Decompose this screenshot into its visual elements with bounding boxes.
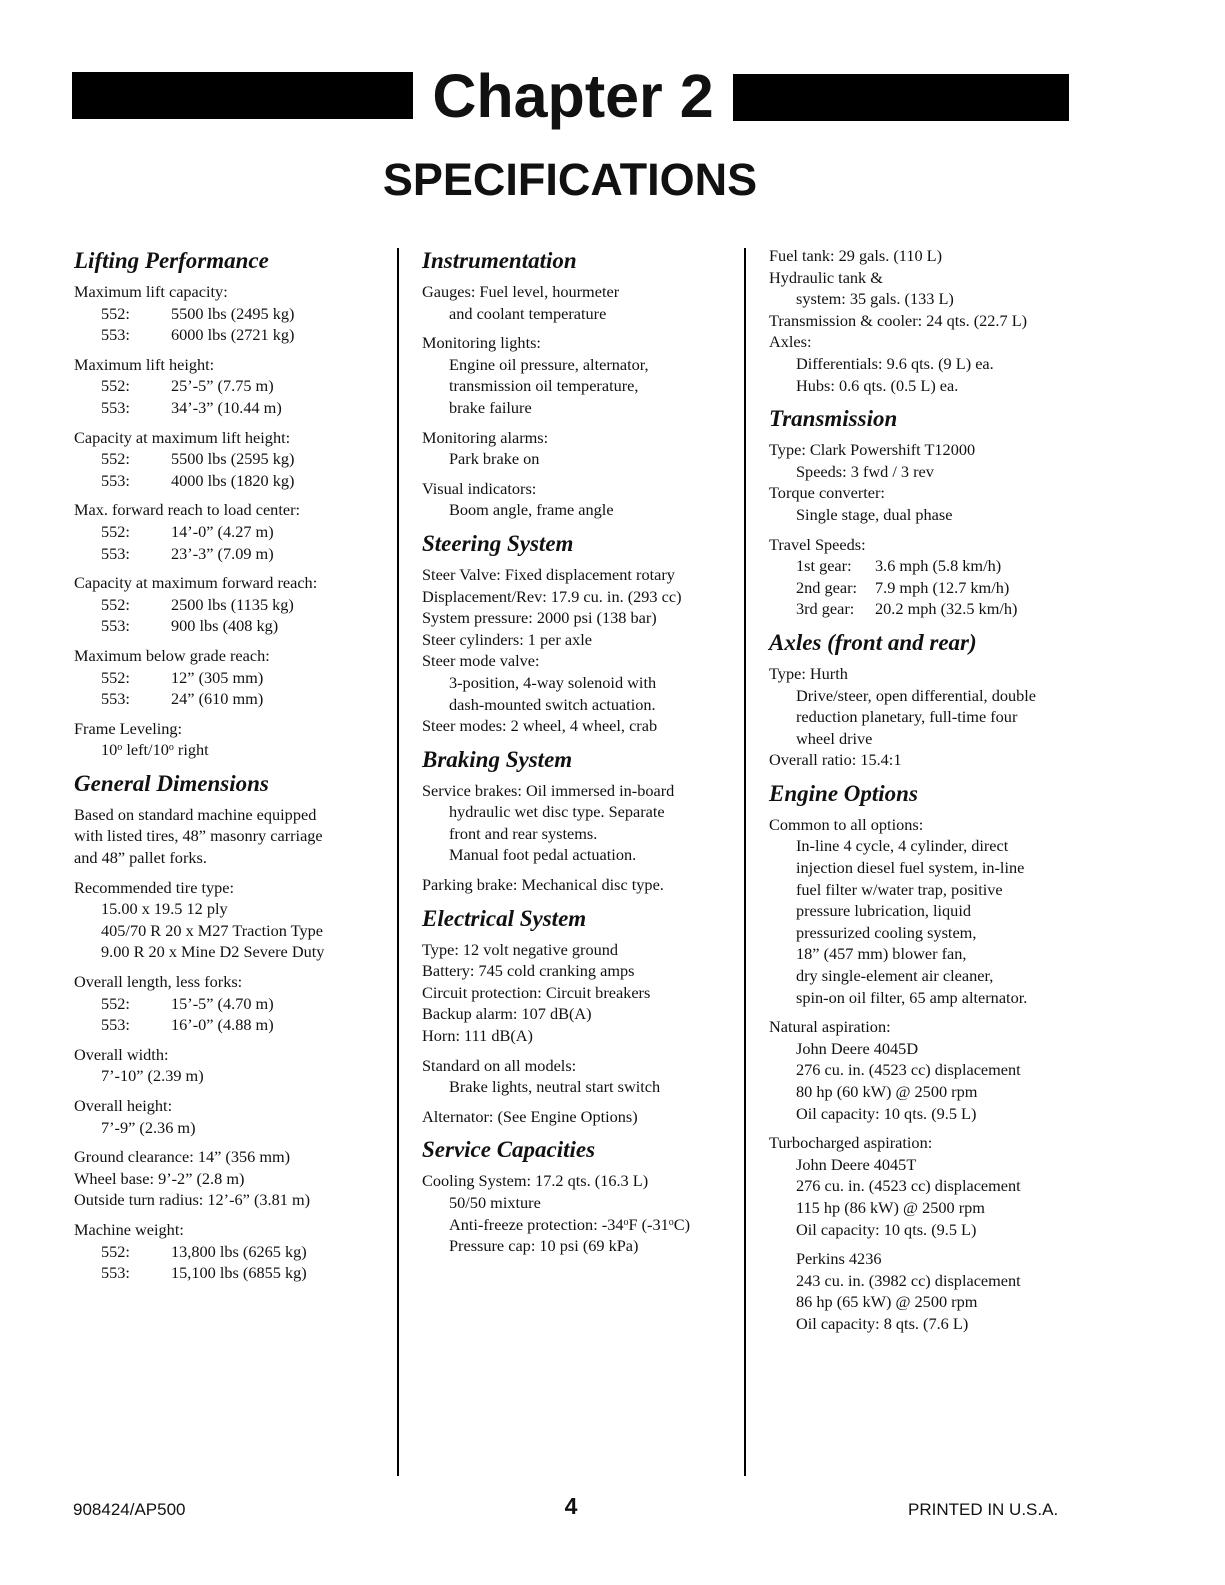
chapter-title: Chapter 2 (432, 62, 714, 130)
spec-cooling-system: Cooling System: 17.2 qts. (16.3 L) 50/50 mixture Anti-freeze protection: -34$^o$F (-31$^o$C) Pressure cap: 10 psi (69 kPa) (422, 1171, 691, 1256)
section-heading-braking: Braking System (422, 746, 573, 772)
spec-monitoring-lights: Monitoring lights: Engine oil pressure, alternator, transmission oil temperature, brake failure (422, 333, 649, 417)
spec-capacity-at-max-height: Capacity at maximum lift height: 552: 5500 lbs (2595 kg) 553: 4000 lbs (1820 kg) (74, 427, 295, 490)
column-divider (744, 248, 746, 1476)
section-heading-dimensions: General Dimensions (74, 770, 269, 796)
column-middle (422, 246, 737, 1265)
spec-dimensions-basis: Based on standard machine equipped with listed tires, 48” masonry carriage and 48” pallet forks. (74, 804, 323, 868)
spec-parking-brake: Parking brake: Mechanical disc type. (422, 875, 664, 895)
section-heading-steering: Steering System (422, 530, 574, 556)
spec-gauges: Gauges: Fuel level, hourmeter and coolant temperature (422, 282, 620, 323)
spec-capacity-at-reach: Capacity at maximum forward reach: 552: 2500 lbs (1135 kg) 553: 900 lbs (408 kg) (74, 573, 318, 636)
spec-clearance-wheelbase: Ground clearance: 14” (356 mm) Wheel base: 9’-2” (2.8 m) Outside turn radius: 12’-6” (3.81 m) (74, 1147, 311, 1210)
spec-visual-indicators: Visual indicators: Boom angle, frame angle (422, 478, 614, 520)
spec-overall-width: Overall width: 7’-10” (2.39 m) (74, 1044, 204, 1086)
spec-transmission: Type: Clark Powershift T12000 Speeds: 3 fwd / 3 rev Torque converter: Single stage, dual phase (769, 440, 976, 524)
section-heading-electrical: Electrical System (422, 905, 587, 931)
spec-steering: Steer Valve: Fixed displacement rotary Displacement/Rev: 17.9 cu. in. (293 cc) System pressure: 2000 psi (138 bar) Steer cylinders: 1 per axle Steer mode valve: 3-position, 4-way solenoid with dash-mounted switch actuation. Steer modes: 2 wheel, 4 wheel, crab (422, 564, 682, 736)
spec-below-grade-reach: Maximum below grade reach: 552: 12” (305 mm) 553: 24” (610 mm) (74, 645, 270, 709)
spec-electrical: Type: 12 volt negative ground Battery: 745 cold cranking amps Circuit protection: Circuit breakers Backup alarm: 107 dB(A) Horn: 111 dB(A) (422, 939, 651, 1046)
spec-service-brakes: Service brakes: Oil immersed in-board hydraulic wet disc type. Separate front and rear systems. Manual foot pedal actuation. (422, 780, 675, 865)
section-heading-transmission: Transmission (769, 406, 898, 432)
spec-max-lift-capacity: Maximum lift capacity: 552: 5500 lbs (2495 kg) 553: 6000 lbs (2721 kg) (74, 282, 295, 345)
footer-document-number: 908424/AP500 (73, 1500, 186, 1519)
spec-overall-height: Overall height: 7’-9” (2.36 m) (74, 1096, 196, 1137)
section-heading-axles: Axles (front and rear) (769, 629, 977, 655)
spec-engine-natural: Natural aspiration: John Deere 4045D 276 cu. in. (4523 cc) displacement 80 hp (60 kW) @ 2500 rpm Oil capacity: 10 qts. (9.5 L) (769, 1017, 1021, 1123)
spec-machine-weight: Machine weight: 552: 13,800 lbs (6265 kg) 553: 15,100 lbs (6855 kg) (74, 1219, 307, 1283)
page-title: SPECIFICATIONS (382, 154, 758, 205)
spec-overall-length: Overall length, less forks: 552: 15’-5” (4.70 m) 553: 16’-0” (4.88 m) (74, 972, 274, 1035)
spec-axles: Type: Hurth Drive/steer, open differential, double reduction planetary, full-time four wheel drive Overall ratio: 15.4:1 (769, 663, 1037, 770)
footer-printed-in: PRINTED IN U.S.A. (908, 1500, 1059, 1519)
column-left (74, 246, 389, 1292)
spec-tire-type: Recommended tire type: 15.00 x 19.5 12 ply 405/70 R 20 x M27 Traction Type 9.00 R 20 x Mine D2 Severe Duty (74, 877, 325, 962)
section-heading-engine: Engine Options (769, 780, 918, 806)
header-bar-left (72, 72, 413, 119)
spec-monitoring-alarms: Monitoring alarms: Park brake on (422, 427, 549, 469)
section-heading-service-capacities: Service Capacities (422, 1137, 596, 1163)
spec-engine-common: Common to all options: In-line 4 cycle, 4 cylinder, direct injection diesel fuel system, in-line fuel filter w/water trap, positive pressure lubrication, liquid pressurized cooling system, 18” (457 mm) blower fan, dry single-element air cleaner, spin-on oil filter, 65 amp alternator. (769, 814, 1028, 1007)
spec-standard-models: Standard on all models: Brake lights, neutral start switch (422, 1055, 661, 1097)
column-divider (397, 248, 399, 1476)
section-heading-lifting: Lifting Performance (74, 248, 269, 273)
spec-frame-leveling: Frame Leveling: 10$^o$ left/10$^o$ right (74, 718, 209, 760)
spec-max-lift-height: Maximum lift height: 552: 25’-5” (7.75 m) 553: 34’-3” (10.44 m) (74, 354, 282, 417)
spec-travel-speeds: Travel Speeds: 1st gear: 3.6 mph (5.8 km/h) 2nd gear: 7.9 mph (12.7 km/h) 3rd gear: 20.2 mph (32.5 km/h) (769, 534, 1018, 619)
spec-forward-reach: Max. forward reach to load center: 552: 14’-0” (4.27 m) 553: 23’-3” (7.09 m) (74, 500, 301, 563)
spec-engine-turbo: Turbocharged aspiration: John Deere 4045T 276 cu. in. (4523 cc) displacement 115 hp (86 kW) @ 2500 rpm Oil capacity: 10 qts. (9.5 L) (769, 1133, 1021, 1239)
section-heading-instrumentation: Instrumentation (422, 248, 577, 273)
spec-engine-perkins: Perkins 4236 243 cu. in. (3982 cc) displacement 86 hp (65 kW) @ 2500 rpm Oil capacity: 8 qts. (7.6 L) (796, 1249, 1021, 1333)
page-number: 4 (564, 1493, 578, 1519)
spec-fluid-capacities: Fuel tank: 29 gals. (110 L) Hydraulic tank & system: 35 gals. (133 L) Transmission & cooler: 24 qts. (22.7 L) Axles: Differentials: 9.6 qts. (9 L) ea. Hubs: 0.6 qts. (0.5 L) ea. (769, 246, 1028, 395)
header-bar-right (733, 74, 1069, 121)
column-right (769, 246, 1089, 1343)
spec-alternator: Alternator: (See Engine Options) (422, 1106, 638, 1126)
